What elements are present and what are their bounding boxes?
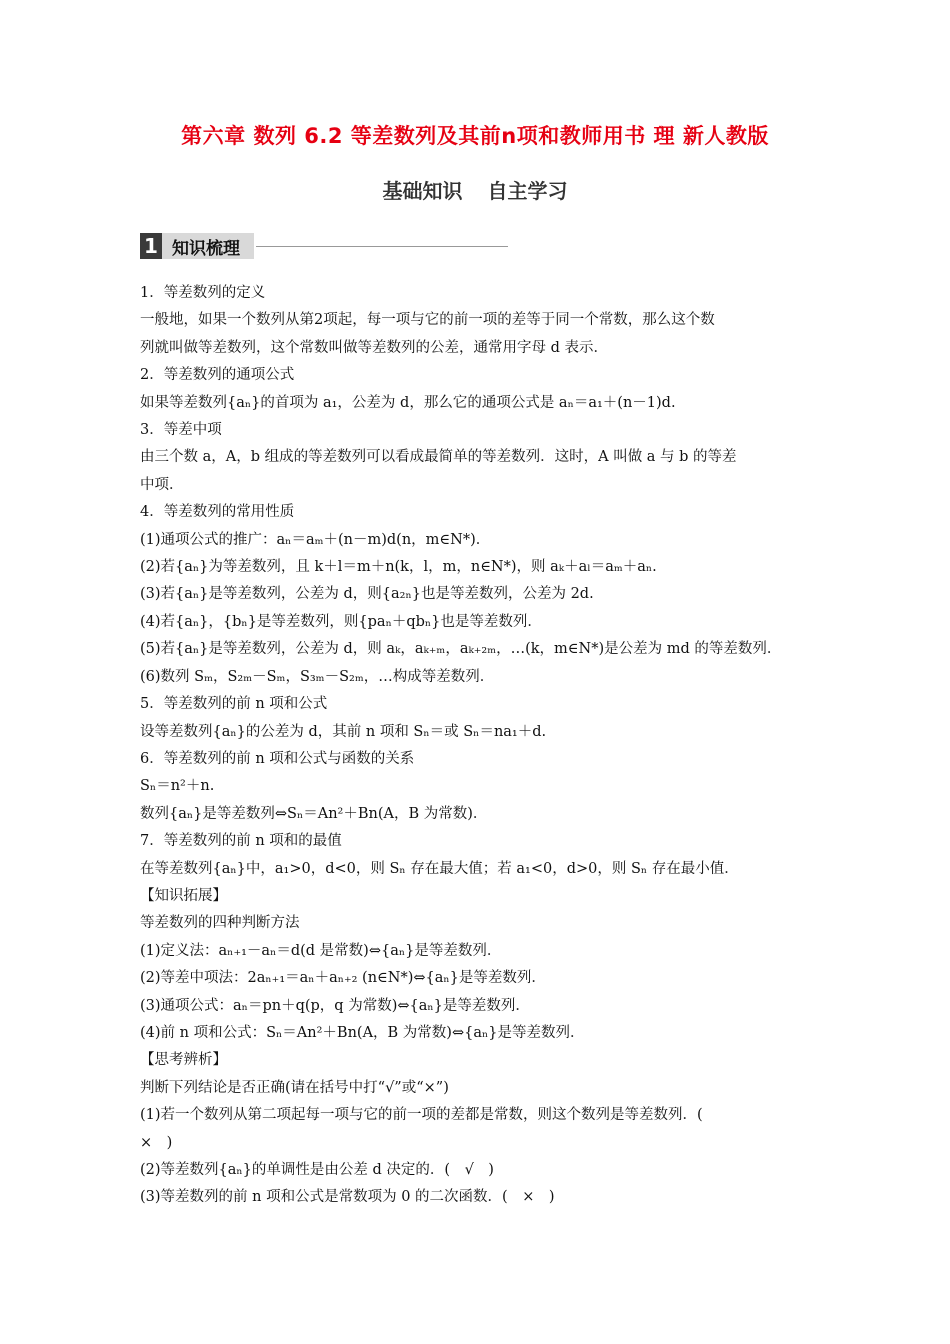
text-line: (2)等差数列{aₙ}的单调性是由公差 d 决定的．( √ ) [140, 1162, 494, 1178]
text-line: 中项． [140, 476, 184, 493]
text-line: 5．等差数列的前 n 项和公式 [140, 696, 328, 713]
text-line: Sₙ＝n²＋n. [140, 778, 215, 795]
text-line: 如果等差数列{aₙ}的首项为 a₁，公差为 d，那么它的通项公式是 aₙ＝a₁＋(n－1)d. [140, 394, 676, 411]
text-line: 在等差数列{aₙ}中，a₁>0，d<0，则 Sₙ 存在最大值；若 a₁<0，d>0，则 Sₙ 存在最小值． [140, 860, 739, 877]
text-line: 2．等差数列的通项公式 [140, 367, 295, 384]
text-line: 6．等差数列的前 n 项和公式与函数的关系 [140, 750, 415, 767]
text-line: (1)通项公式的推广：aₙ＝aₘ＋(n－m)d(n，m∈N*)． [140, 531, 491, 548]
text-line: 列就叫做等差数列，这个常数叫做等差数列的公差，通常用字母 d 表示． [140, 339, 608, 356]
text-line: (1)若一个数列从第二项起每一项与它的前一项的差都是常数，则这个数列是等差数列．( [140, 1107, 703, 1124]
text-line: 4．等差数列的常用性质 [140, 504, 295, 521]
text-line: (3)等差数列的前 n 项和公式是常数项为 0 的二次函数．( × ) [140, 1189, 555, 1206]
text-line: 7．等差数列的前 n 项和的最值 [140, 833, 342, 850]
text-line: (3)通项公式：aₙ＝pn＋q(p，q 为常数)⇔{aₙ}是等差数列． [140, 997, 530, 1014]
text-line: 一般地，如果一个数列从第2项起，每一项与它的前一项的差等于同一个常数，那么这个数 [140, 312, 715, 329]
text-line: 1．等差数列的定义 [140, 285, 266, 301]
section-number: 1 [140, 233, 162, 259]
text-line: 3．等差中项 [140, 422, 222, 439]
text-line: 判断下列结论是否正确(请在括号中打“√”或“×”) [140, 1079, 449, 1096]
section-header [140, 232, 508, 260]
text-line: 由三个数 a，A，b 组成的等差数列可以看成最简单的等差数列．这时，A 叫做 a 与 b 的等差 [140, 449, 737, 466]
text-line: 等差数列的四种判断方法 [140, 915, 300, 932]
text-line: (5)若{aₙ}是等差数列，公差为 d，则 aₖ，aₖ₊ₘ，aₖ₊₂ₘ，…(k，m∈N*)是公差为 md 的等差数列． [140, 641, 782, 658]
text-line: 设等差数列{aₙ}的公差为 d，其前 n 项和 Sₙ＝或 Sₙ＝na₁＋d. [140, 723, 547, 740]
text-line: (4)前 n 项和公式：Sₙ＝An²＋Bn(A，B 为常数)⇔{aₙ}是等差数列． [140, 1024, 585, 1041]
text-line: (6)数列 Sₘ，S₂ₘ－Sₘ，S₃ₘ－S₂ₘ，…构成等差数列． [140, 668, 495, 685]
text-line: (3)若{aₙ}是等差数列，公差为 d，则{a₂ₙ}也是等差数列，公差为 2d. [140, 586, 594, 603]
text-line: 【思考辨析】 [140, 1052, 227, 1069]
text-line: 数列{aₙ}是等差数列⇔Sₙ＝An²＋Bn(A，B 为常数)． [140, 805, 488, 822]
text-line: × ) [140, 1134, 173, 1151]
text-line: (4)若{aₙ}，{bₙ}是等差数列，则{paₙ＋qbₙ}也是等差数列． [140, 613, 542, 630]
document-subtitle: 基础知识 自主学习 [382, 179, 568, 203]
section-label: 知识梳理 [162, 233, 254, 259]
section-rule [256, 246, 508, 247]
text-line: (1)定义法：aₙ₊₁－aₙ＝d(d 是常数)⇔{aₙ}是等差数列． [140, 942, 502, 959]
document-title: 第六章 数列 6.2 等差数列及其前n项和教师用书 理 新人教版 [181, 124, 769, 148]
text-line: 【知识拓展】 [140, 887, 227, 904]
text-line: (2)若{aₙ}为等差数列，且 k＋l＝m＋n(k，l，m，n∈N*)，则 aₖ＋aₗ＝aₘ＋aₙ. [140, 559, 657, 576]
document-body [140, 280, 812, 1212]
text-line: (2)等差中项法：2aₙ₊₁＝aₙ＋aₙ₊₂ (n∈N*)⇔{aₙ}是等差数列． [140, 970, 546, 987]
